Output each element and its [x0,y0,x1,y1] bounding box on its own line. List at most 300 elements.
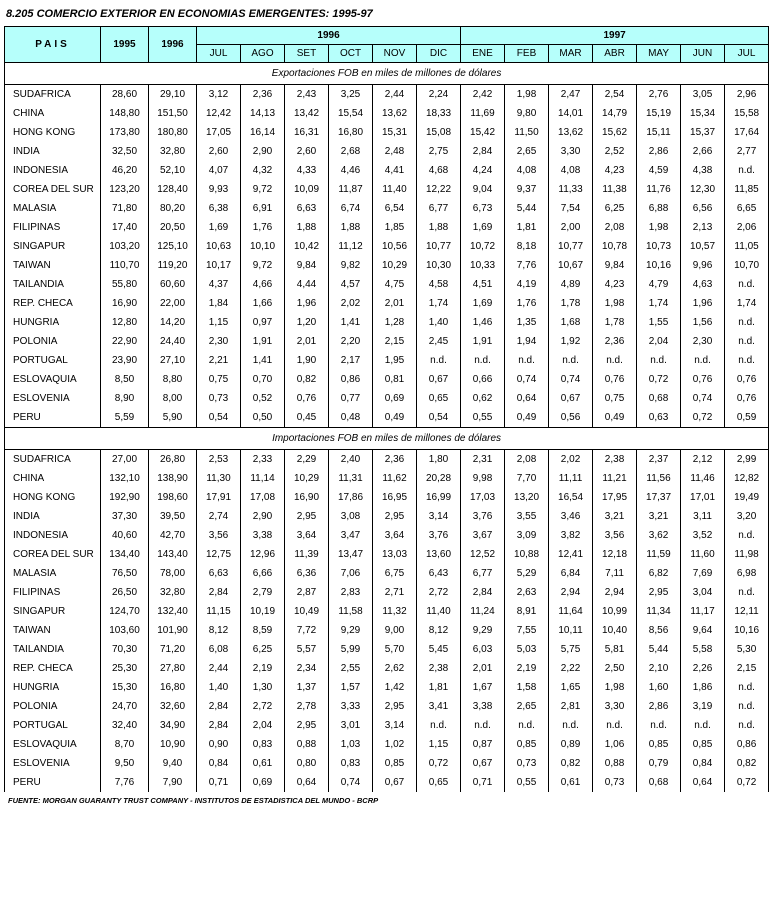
row-value: 20,50 [149,218,197,237]
row-value: 2,94 [549,583,593,602]
row-value: 1,98 [505,85,549,105]
row-value: 0,89 [549,735,593,754]
row-value: 17,37 [637,488,681,507]
row-value: 2,87 [285,583,329,602]
row-value: 10,09 [285,180,329,199]
row-value: 0,69 [373,389,417,408]
row-value: 11,85 [725,180,769,199]
header-group-1997: 1997 [461,27,769,45]
table-row [5,564,769,583]
row-value: 0,86 [725,735,769,754]
row-value: 1,15 [417,735,461,754]
row-value: 6,75 [373,564,417,583]
row-value: 103,20 [101,237,149,256]
row-value: 2,62 [373,659,417,678]
row-value: 10,30 [417,256,461,275]
row-value: 2,63 [505,583,549,602]
row-value: 2,42 [461,85,505,105]
row-value: 10,29 [373,256,417,275]
row-value: 8,56 [637,621,681,640]
row-value: 5,29 [505,564,549,583]
row-value: 1,60 [637,678,681,697]
row-value: 0,83 [329,754,373,773]
row-value: 2,29 [285,450,329,470]
row-value: 7,72 [285,621,329,640]
row-value: 71,80 [101,199,149,218]
row-value: 6,25 [241,640,285,659]
row-value: 2,04 [637,332,681,351]
row-value: n.d. [725,716,769,735]
row-value: 1,56 [681,313,725,332]
row-value: 2,36 [241,85,285,105]
row-value: 4,33 [285,161,329,180]
row-country: HONG KONG [5,123,101,142]
row-country: POLONIA [5,697,101,716]
table-row [5,621,769,640]
row-country: INDONESIA [5,526,101,545]
row-value: 12,41 [549,545,593,564]
row-value: 2,40 [329,450,373,470]
row-value: 2,44 [373,85,417,105]
row-value: 2,94 [593,583,637,602]
row-value: 4,66 [241,275,285,294]
row-value: 10,29 [285,469,329,488]
row-value: 1,57 [329,678,373,697]
row-value: 8,70 [101,735,149,754]
table-row [5,85,769,105]
row-value: 3,62 [637,526,681,545]
row-value: n.d. [637,716,681,735]
row-value: 12,96 [241,545,285,564]
row-value: n.d. [725,161,769,180]
row-value: 2,86 [637,142,681,161]
row-value: 138,90 [149,469,197,488]
table-row [5,526,769,545]
row-value: 3,25 [329,85,373,105]
row-value: 1,88 [329,218,373,237]
row-value: 3,38 [241,526,285,545]
row-value: 11,15 [197,602,241,621]
row-value: 15,37 [681,123,725,142]
row-value: 0,54 [197,408,241,428]
row-value: 1,02 [373,735,417,754]
table-row [5,161,769,180]
header-group-1996: 1996 [197,27,461,45]
header-month-ene-1997: ENE [461,45,505,63]
row-value: 8,80 [149,370,197,389]
row-value: 6,91 [241,199,285,218]
row-value: 27,00 [101,450,149,470]
row-country: CHINA [5,104,101,123]
row-value: 0,71 [197,773,241,792]
row-value: 10,99 [593,602,637,621]
table-row [5,507,769,526]
row-value: 3,64 [373,526,417,545]
row-value: 1,37 [285,678,329,697]
row-value: 1,84 [197,294,241,313]
row-value: 9,37 [505,180,549,199]
row-value: 0,67 [417,370,461,389]
row-value: 15,08 [417,123,461,142]
section-caption: Importaciones FOB en miles de millones de dólares [5,428,769,450]
row-value: 5,03 [505,640,549,659]
row-value: 1,66 [241,294,285,313]
row-value: 173,80 [101,123,149,142]
row-value: 14,01 [549,104,593,123]
row-country: TAILANDIA [5,275,101,294]
row-value: 15,54 [329,104,373,123]
row-value: 5,44 [637,640,681,659]
row-value: 0,79 [637,754,681,773]
row-value: 3,38 [461,697,505,716]
row-country: HONG KONG [5,488,101,507]
row-value: 0,75 [593,389,637,408]
row-value: 2,21 [197,351,241,370]
table-row [5,640,769,659]
table-row [5,716,769,735]
row-value: n.d. [417,716,461,735]
row-value: 2,01 [285,332,329,351]
row-value: 7,55 [505,621,549,640]
row-value: 0,85 [637,735,681,754]
row-value: 0,76 [725,370,769,389]
row-value: 3,56 [197,526,241,545]
row-value: 22,00 [149,294,197,313]
row-value: 4,46 [329,161,373,180]
row-value: 0,85 [681,735,725,754]
row-value: 0,88 [285,735,329,754]
row-value: 9,72 [241,180,285,199]
row-value: 2,01 [373,294,417,313]
row-value: 1,95 [373,351,417,370]
header-month-abr-1997: ABR [593,45,637,63]
row-value: 6,77 [461,564,505,583]
row-value: 3,67 [461,526,505,545]
row-value: 11,62 [373,469,417,488]
row-value: 11,33 [549,180,593,199]
row-value: 7,11 [593,564,637,583]
row-value: 2,26 [681,659,725,678]
row-value: 2,90 [241,142,285,161]
row-value: 6,25 [593,199,637,218]
row-value: 0,49 [593,408,637,428]
row-value: 0,82 [549,754,593,773]
row-value: 0,49 [373,408,417,428]
row-value: 14,20 [149,313,197,332]
row-value: 12,80 [101,313,149,332]
row-value: 9,84 [285,256,329,275]
row-country: REP. CHECA [5,294,101,313]
table-row [5,659,769,678]
row-country: TAIWAN [5,256,101,275]
row-value: 11,24 [461,602,505,621]
row-value: 8,18 [505,237,549,256]
row-value: 10,49 [285,602,329,621]
row-value: 9,29 [329,621,373,640]
row-value: 1,94 [505,332,549,351]
row-country: HUNGRIA [5,678,101,697]
row-value: n.d. [549,716,593,735]
row-value: 10,57 [681,237,725,256]
row-value: 2,60 [197,142,241,161]
row-value: 32,80 [149,583,197,602]
row-value: 3,01 [329,716,373,735]
row-value: 4,38 [681,161,725,180]
row-value: 7,70 [505,469,549,488]
row-value: 24,70 [101,697,149,716]
row-value: 0,73 [505,754,549,773]
row-value: 2,86 [637,697,681,716]
row-value: 11,40 [373,180,417,199]
row-value: 2,79 [241,583,285,602]
row-value: 132,40 [149,602,197,621]
row-value: 13,20 [505,488,549,507]
source-note: FUENTE: MORGAN GUARANTY TRUST COMPANY - INSTITUTOS DE ESTADISTICA DEL MUNDO - BCRP [8,796,379,805]
row-value: n.d. [725,678,769,697]
row-value: 5,90 [149,408,197,428]
row-value: 2,47 [549,85,593,105]
row-value: 119,20 [149,256,197,275]
row-value: 1,74 [725,294,769,313]
row-value: 0,75 [197,370,241,389]
row-value: 6,73 [461,199,505,218]
row-value: 2,84 [461,142,505,161]
row-value: 1,92 [549,332,593,351]
row-value: 10,16 [637,256,681,275]
row-value: 10,90 [149,735,197,754]
header-cell-1995: 1995 [101,27,149,63]
row-value: n.d. [725,313,769,332]
table-row [5,199,769,218]
row-value: 0,64 [681,773,725,792]
table-row [5,678,769,697]
row-value: 2,19 [241,659,285,678]
row-value: 17,91 [197,488,241,507]
row-value: 1,91 [461,332,505,351]
row-value: 2,44 [197,659,241,678]
row-value: 1,58 [505,678,549,697]
row-value: 3,19 [681,697,725,716]
row-value: 1,88 [285,218,329,237]
row-value: 10,17 [197,256,241,275]
row-value: 1,76 [241,218,285,237]
row-value: 10,40 [593,621,637,640]
row-value: 4,59 [637,161,681,180]
row-value: 1,98 [593,678,637,697]
table-row [5,275,769,294]
row-value: 39,50 [149,507,197,526]
row-value: 4,37 [197,275,241,294]
row-value: 9,00 [373,621,417,640]
row-country: PORTUGAL [5,351,101,370]
row-value: 4,41 [373,161,417,180]
row-value: 6,65 [725,199,769,218]
row-value: 0,66 [461,370,505,389]
row-value: 9,80 [505,104,549,123]
row-value: 0,50 [241,408,285,428]
table-row [5,389,769,408]
row-value: 11,40 [417,602,461,621]
row-value: 2,10 [637,659,681,678]
table-row [5,294,769,313]
row-value: 11,12 [329,237,373,256]
row-value: 42,70 [149,526,197,545]
row-value: 3,76 [417,526,461,545]
header-month-ago-1996: AGO [241,45,285,63]
row-value: 6,36 [285,564,329,583]
row-value: 2,90 [241,507,285,526]
row-value: 0,49 [505,408,549,428]
row-value: 7,76 [505,256,549,275]
row-value: 0,72 [725,773,769,792]
row-value: 1,35 [505,313,549,332]
row-value: n.d. [725,351,769,370]
row-value: 16,90 [285,488,329,507]
row-value: n.d. [505,351,549,370]
table-row [5,142,769,161]
row-value: 7,54 [549,199,593,218]
row-value: 9,82 [329,256,373,275]
row-value: 0,97 [241,313,285,332]
row-value: 13,47 [329,545,373,564]
row-value: 1,80 [417,450,461,470]
row-value: 1,20 [285,313,329,332]
row-value: 3,33 [329,697,373,716]
row-value: 2,78 [285,697,329,716]
row-value: 3,30 [593,697,637,716]
row-value: 15,11 [637,123,681,142]
row-value: 17,40 [101,218,149,237]
row-value: 6,63 [197,564,241,583]
page-title: 8.205 COMERCIO EXTERIOR EN ECONOMIAS EMERGENTES: 1995-97 [6,8,373,20]
row-country: INDIA [5,142,101,161]
row-value: 52,10 [149,161,197,180]
header-month-set-1996: SET [285,45,329,63]
row-value: 4,24 [461,161,505,180]
row-value: 2,15 [373,332,417,351]
row-value: 2,95 [373,507,417,526]
row-value: 0,52 [241,389,285,408]
row-country: POLONIA [5,332,101,351]
row-value: 125,10 [149,237,197,256]
row-value: 34,90 [149,716,197,735]
row-value: n.d. [461,716,505,735]
row-value: 128,40 [149,180,197,199]
header-month-oct-1996: OCT [329,45,373,63]
row-value: 26,80 [149,450,197,470]
table-row [5,313,769,332]
row-value: 2,81 [549,697,593,716]
row-value: 0,72 [681,408,725,428]
row-value: 3,64 [285,526,329,545]
row-value: 0,48 [329,408,373,428]
row-value: 10,78 [593,237,637,256]
row-value: 5,70 [373,640,417,659]
row-value: 3,52 [681,526,725,545]
row-value: 2,17 [329,351,373,370]
row-country: FILIPINAS [5,218,101,237]
row-value: 0,63 [637,408,681,428]
row-value: 6,66 [241,564,285,583]
row-value: n.d. [725,583,769,602]
row-value: 6,82 [637,564,681,583]
table-row [5,408,769,428]
row-value: 29,10 [149,85,197,105]
row-value: 0,61 [241,754,285,773]
row-value: 6,98 [725,564,769,583]
row-value: 0,55 [505,773,549,792]
row-country: FILIPINAS [5,583,101,602]
table-row [5,697,769,716]
row-value: 192,90 [101,488,149,507]
row-value: 17,03 [461,488,505,507]
row-value: 17,05 [197,123,241,142]
row-value: 27,10 [149,351,197,370]
row-value: 103,60 [101,621,149,640]
row-value: 2,04 [241,716,285,735]
row-value: 10,42 [285,237,329,256]
row-value: 3,09 [505,526,549,545]
row-value: 15,42 [461,123,505,142]
row-value: 2,95 [637,583,681,602]
row-value: 1,40 [197,678,241,697]
row-value: n.d. [461,351,505,370]
row-value: 2,52 [593,142,637,161]
row-value: 13,42 [285,104,329,123]
row-value: 0,74 [329,773,373,792]
row-country: ESLOVENIA [5,754,101,773]
row-value: 0,88 [593,754,637,773]
row-value: 2,24 [417,85,461,105]
row-value: 11,39 [285,545,329,564]
row-value: 5,75 [549,640,593,659]
row-value: 2,34 [285,659,329,678]
row-value: 7,76 [101,773,149,792]
row-value: 1,40 [417,313,461,332]
row-value: 8,50 [101,370,149,389]
row-value: 0,85 [505,735,549,754]
row-value: 0,70 [241,370,285,389]
row-value: 2,08 [593,218,637,237]
row-value: 10,56 [373,237,417,256]
header-cell-1996-annual: 1996 [149,27,197,63]
row-value: 3,04 [681,583,725,602]
row-value: 0,84 [197,754,241,773]
row-value: 0,80 [285,754,329,773]
table-row [5,218,769,237]
row-value: 7,06 [329,564,373,583]
row-country: COREA DEL SUR [5,545,101,564]
row-value: 0,71 [461,773,505,792]
table-row [5,488,769,507]
table-row [5,583,769,602]
row-country: HUNGRIA [5,313,101,332]
row-value: 10,88 [505,545,549,564]
row-value: 10,19 [241,602,285,621]
row-value: 11,98 [725,545,769,564]
row-value: 2,36 [373,450,417,470]
row-value: 0,87 [461,735,505,754]
row-value: 4,08 [549,161,593,180]
row-value: 16,80 [329,123,373,142]
row-value: 13,62 [549,123,593,142]
row-value: n.d. [417,351,461,370]
row-value: 8,00 [149,389,197,408]
row-value: 3,30 [549,142,593,161]
row-value: 151,50 [149,104,197,123]
row-value: 6,84 [549,564,593,583]
row-value: 12,75 [197,545,241,564]
